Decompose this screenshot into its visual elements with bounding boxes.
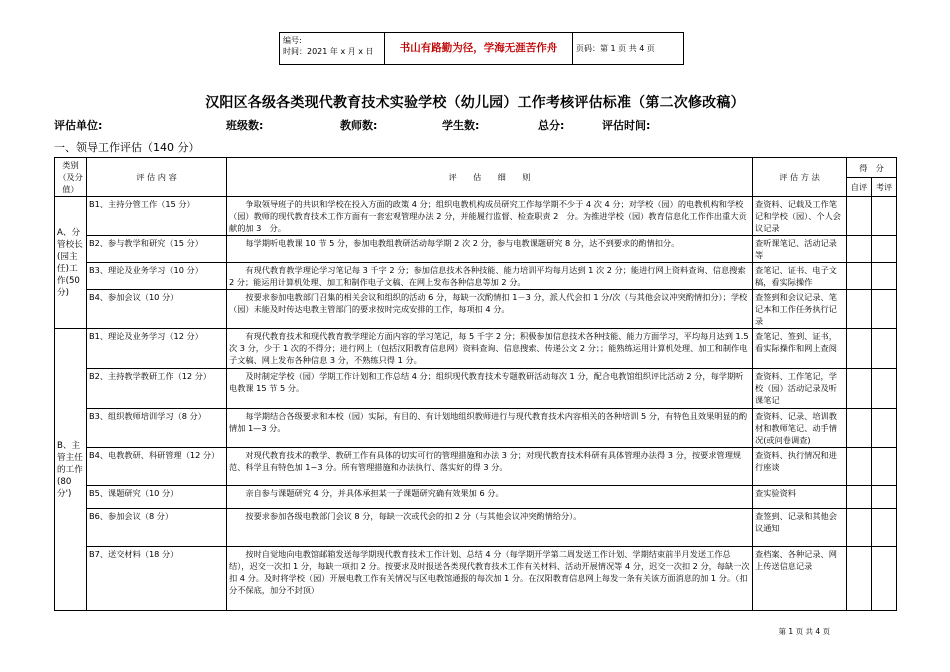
meta-classes: 班级数: [226, 119, 264, 132]
table-row [55, 486, 897, 509]
row-method: 查档案、各种记录、网上传送信息记录 [753, 547, 847, 611]
category-a: A、分管校长(园主任)工作(50 分) [55, 197, 87, 329]
table-row [55, 547, 897, 611]
header-time: 时间：2021 年 x 月 x 日 [283, 47, 374, 56]
header-audit-score: 考评 [872, 178, 897, 197]
row-details: 每学期结合各级要求和本校（园）实际，有目的、有计划地组织教师进行与现代教育技术内容相关的各种培训 5 分，有特色且效果明显的酌情加 1—3 分。 [227, 409, 753, 448]
self-score-cell[interactable] [847, 486, 872, 509]
table-row [55, 369, 897, 409]
row-method: 查资料、记录、培训教材和教师笔记、动手情况(或问卷调查) [753, 409, 847, 448]
row-content: B3、组织教师培训学习（8 分） [87, 409, 227, 448]
self-score-cell[interactable] [847, 409, 872, 448]
audit-score-cell[interactable] [872, 486, 897, 509]
audit-score-cell[interactable] [872, 448, 897, 486]
header-meta [280, 33, 385, 64]
self-score-cell[interactable] [847, 329, 872, 369]
audit-score-cell[interactable] [872, 329, 897, 369]
meta-total: 总分: [538, 119, 565, 132]
row-details: 按要求参加各级电教部门会议 8 分，每缺一次或代会的扣 2 分（与其他会议冲突酌情给分）。 [227, 509, 753, 547]
document-title: 汉阳区各级各类现代教育技术实验学校（幼儿园）工作考核评估标准（第二次修改稿） [205, 95, 745, 111]
row-details: 按时自觉地向电教馆邮箱发送每学期现代教育技术工作计划、总结 4 分（每学期开学第二周发送工作计划、学期结束前半月发送工作总结），迟交一次扣 1 分，每缺一项扣 2 分。按要求及时报送各类现代教育技术工作有关材料、活动开展情况等 4 分，迟交一次扣 2 分，每缺一次扣 4 分。及时将学校（园）开展电教工作有关情况与区电教馆通报的每次加 1 分。在汉阳教育信息网上每发一条有关该方面消息的加 1 分。（扣分不保底，加分不封顶） [227, 547, 753, 611]
table-row [55, 409, 897, 448]
self-score-cell[interactable] [847, 547, 872, 611]
meta-students: 学生数: [442, 119, 480, 132]
category-b: B、主管主任的工作(80 分') [55, 329, 87, 611]
row-content: B1、主持分管工作（15 分） [87, 197, 227, 236]
header-page-info: 页码：第 1 页 共 4 页 [576, 44, 655, 53]
row-method: 查资料、执行情况和进行座谈 [753, 448, 847, 486]
row-content: B3、理论及业务学习（10 分） [87, 263, 227, 290]
row-content: B6、参加会议（8 分） [87, 509, 227, 547]
row-details: 有现代教育技术和现代教育教学理论方面内容的学习笔记，每 5 千字 2 分；积极参加信息技术各种技能、能力方面学习，平均每月达到 1.5 次 3 分，少于 1 次的不得分；进行网上（包括汉阳教育信息网）资料查询、信息搜索、传递公文 2 分；；能熟练运用计算机处理、加工和制作电子文稿、网上发布各种信息 3 分，不熟练只得 1 分。 [227, 329, 753, 369]
row-method: 查签到、记录和其他会议通知 [753, 509, 847, 547]
table-row [55, 236, 897, 263]
row-details: 每学期听电教课 10 节 5 分，参加电教组教研活动每学期 2 次 2 分，参与电教课题研究 8 分，达不到要求的酌情扣分。 [227, 236, 753, 263]
row-content: B2、参与教学和研究（15 分） [87, 236, 227, 263]
section-title: 一、领导工作评估（140 分） [54, 141, 200, 154]
table-row [55, 290, 897, 329]
row-details: 争取领导班子的共识和学校在投入方面的政策 4 分；组织电教机构成员研究工作每学期不少于 4 次 4 分；对学校（园）的电教机构和学校（园）教师的现代教育技术工作方面有一套宏观管理办法 2 分，并能履行监督、检查职责 2 分。为推进学校（园）教育信息化工作作出重大贡献的加 3 分。 [227, 197, 753, 236]
header-score: 得 分 [847, 158, 897, 178]
row-content: B1、理论及业务学习（12 分） [87, 329, 227, 369]
page-footer: 第 1 页 共 4 页 [778, 627, 830, 636]
row-method: 查实验资料 [753, 486, 847, 509]
row-method: 查笔记、证书、电子文稿，看实际操作 [753, 263, 847, 290]
row-details: 有现代教育教学理论学习笔记每 3 千字 2 分；参加信息技术各种技能、能力培训平均每月达到 1 次 2 分；能进行网上资料查询、信息搜索 2 分；能运用计算机处理、加工和制作电子文稿、在网上发布各种信息等加 2 分。 [227, 263, 753, 290]
row-method: 查资料、记载及工作笔记和学校（园）、个人会议记录 [753, 197, 847, 236]
row-content: B2、主持教学教研工作（12 分） [87, 369, 227, 409]
row-content: B4、电教教研、科研管理（12 分） [87, 448, 227, 486]
row-details: 亲自参与课题研究 4 分，并具体承担某一子课题研究确有效果加 6 分。 [227, 486, 753, 509]
audit-score-cell[interactable] [872, 236, 897, 263]
table-row [55, 509, 897, 547]
header-code: 编号: [283, 36, 302, 45]
audit-score-cell[interactable] [872, 509, 897, 547]
audit-score-cell[interactable] [872, 290, 897, 329]
header-method: 评 估 方 法 [753, 158, 847, 197]
table-row [55, 448, 897, 486]
row-method: 查签到和会议记录、笔记本和工作任务执行记录 [753, 290, 847, 329]
row-content: B7、送交材料（18 分） [87, 547, 227, 611]
self-score-cell[interactable] [847, 290, 872, 329]
header-category: 类别（及分值） [55, 158, 87, 197]
header-details: 评 估 细 则 [227, 158, 753, 197]
self-score-cell[interactable] [847, 369, 872, 409]
audit-score-cell[interactable] [872, 409, 897, 448]
self-score-cell[interactable] [847, 448, 872, 486]
header-motto: 书山有路勤为径，学海无涯苦作舟 [385, 33, 573, 64]
audit-score-cell[interactable] [872, 263, 897, 290]
header-content: 评 估 内 容 [87, 158, 227, 197]
meta-teachers: 教师数: [340, 119, 378, 132]
row-method: 查资料、工作笔记，学校（园）活动记录及听课笔记 [753, 369, 847, 409]
row-details: 按要求参加电教部门召集的相关会议和组织的活动 6 分，每缺一次酌情扣 1－3 分，派人代会扣 1 分/次（与其他会议冲突酌情扣分）；学校（园）未能及时传达电教主管部门的要求按时完成安排的工作，每项扣 4 分。 [227, 290, 753, 329]
meta-unit: 评估单位: [54, 119, 103, 132]
self-score-cell[interactable] [847, 263, 872, 290]
row-details: 对现代教育技术的教学、教研工作有具体的切实可行的管理措施和办法 3 分；对现代教育技术科研有具体管理办法得 3 分，按要求管理规范、科学且有特色加 1~3 分。所有管理措施和办法执行、落实好的得 3 分。 [227, 448, 753, 486]
table-row [55, 197, 897, 236]
evaluation-table [54, 157, 897, 611]
row-method: 查听课笔记、活动记录等 [753, 236, 847, 263]
row-content: B4、参加会议（10 分） [87, 290, 227, 329]
header-self-score: 自评 [847, 178, 872, 197]
meta-time: 评估时间: [602, 119, 651, 132]
audit-score-cell[interactable] [872, 369, 897, 409]
row-content: B5、课题研究（10 分） [87, 486, 227, 509]
self-score-cell[interactable] [847, 509, 872, 547]
audit-score-cell[interactable] [872, 197, 897, 236]
table-row [55, 263, 897, 290]
evaluation-meta [54, 117, 924, 133]
page-header [279, 32, 684, 65]
table-row [55, 329, 897, 369]
self-score-cell[interactable] [847, 236, 872, 263]
audit-score-cell[interactable] [872, 547, 897, 611]
row-method: 查笔记、签到、证书，看实际操作和网上查阅 [753, 329, 847, 369]
self-score-cell[interactable] [847, 197, 872, 236]
row-details: 及时制定学校（园）学期工作计划和工作总结 4 分；组织现代教育技术专题教研活动每次 1 分，配合电教馆组织评比活动 2 分，每学期听电教课 15 节 5 分。 [227, 369, 753, 409]
